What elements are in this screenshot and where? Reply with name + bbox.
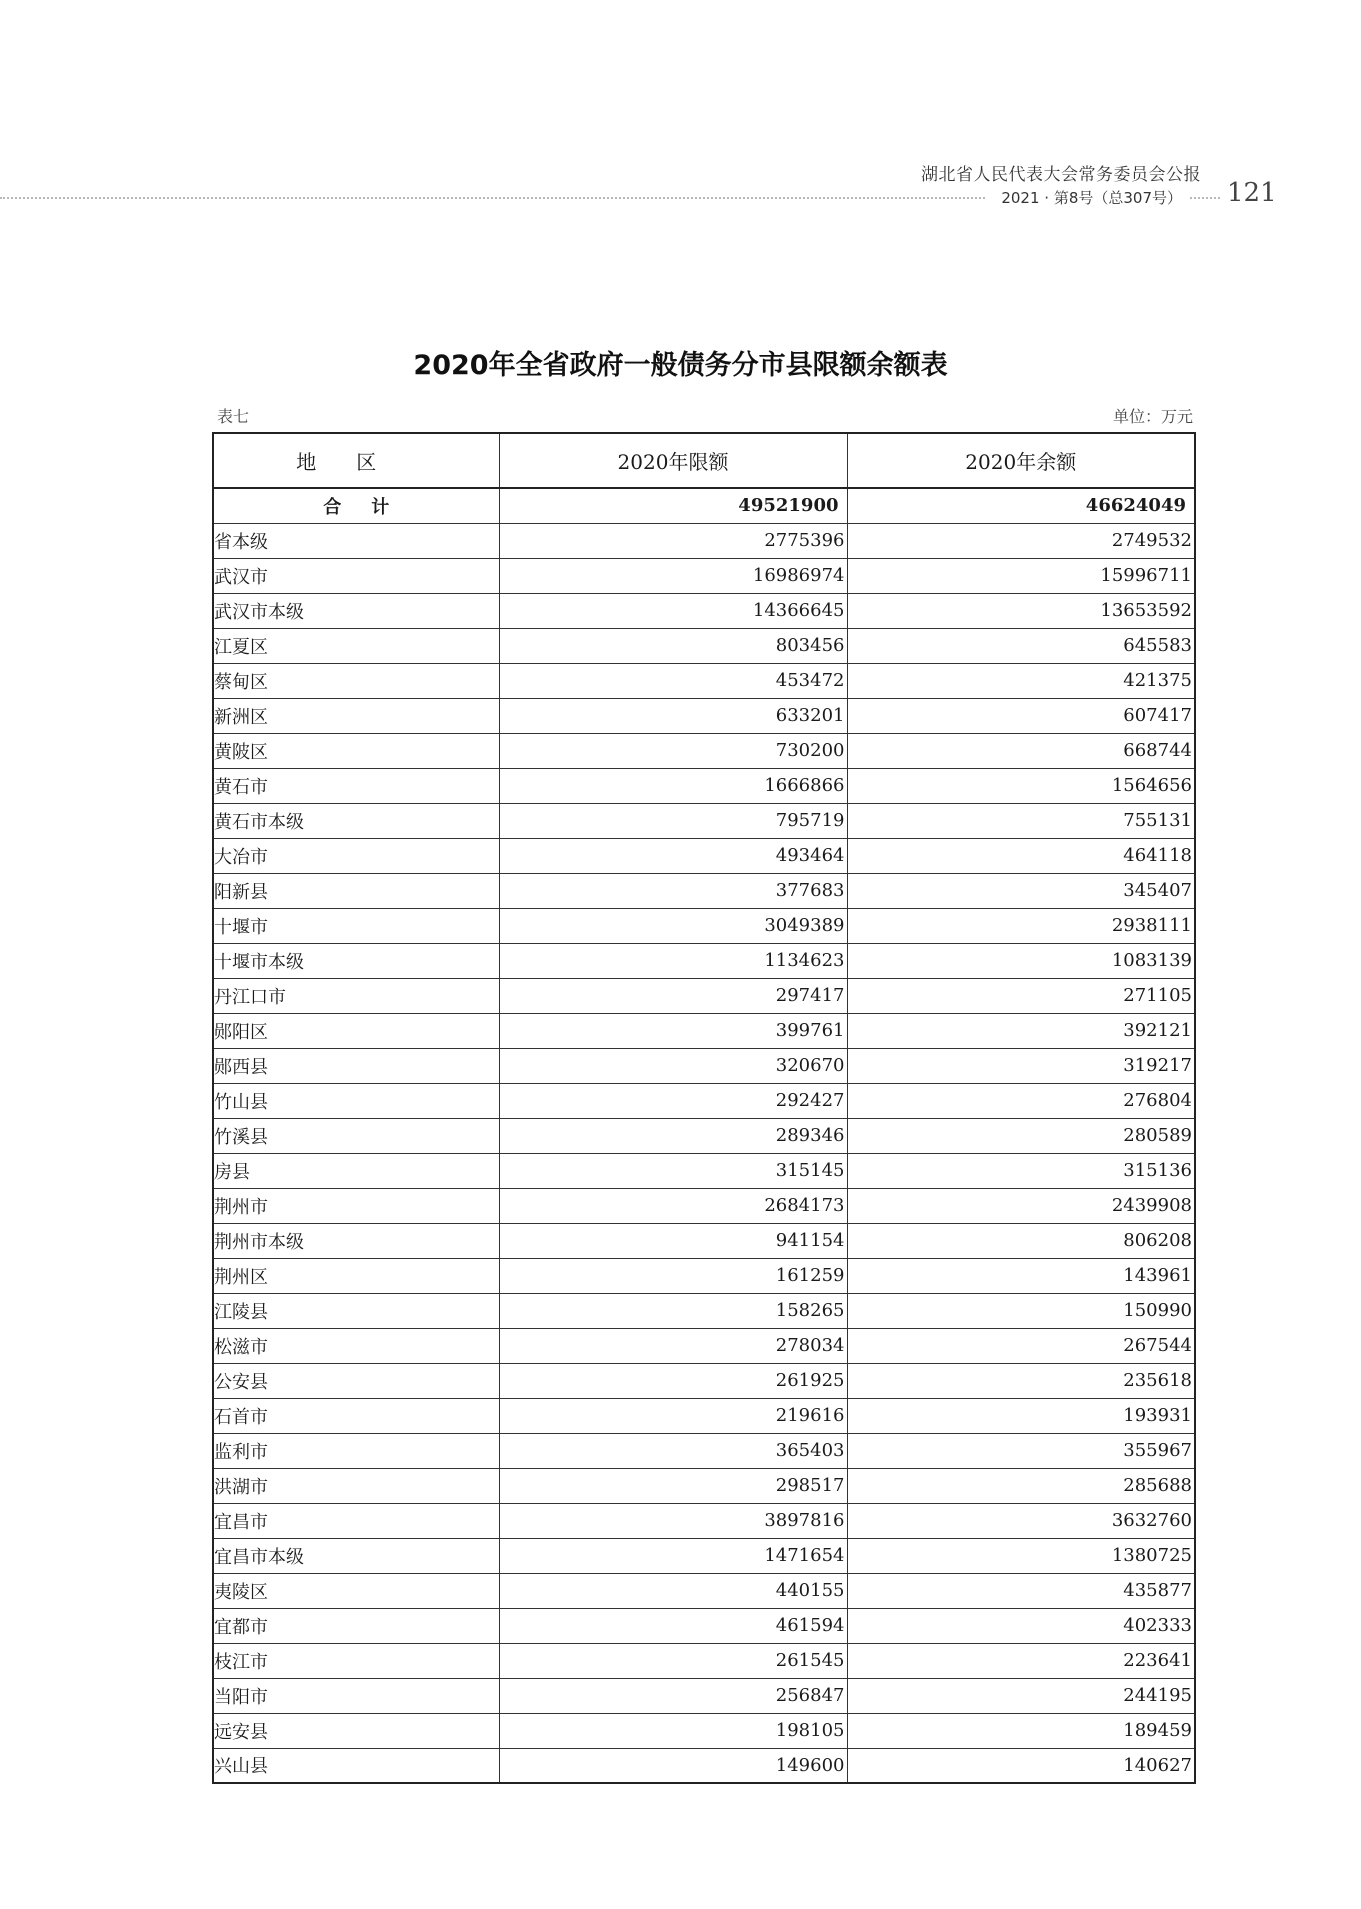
limit-cell: 256847 (499, 1678, 847, 1713)
region-cell: 大冶市 (213, 838, 499, 873)
table-row (213, 663, 1195, 698)
region-cell: 郧阳区 (213, 1013, 499, 1048)
table-row (213, 593, 1195, 628)
region-cell: 黄陂区 (213, 733, 499, 768)
table-row (213, 1398, 1195, 1433)
table-row (213, 523, 1195, 558)
limit-cell: 795719 (499, 803, 847, 838)
table-row (213, 1118, 1195, 1153)
table-row (213, 1223, 1195, 1258)
balance-cell: 2938111 (847, 908, 1195, 943)
region-cell: 松滋市 (213, 1328, 499, 1363)
region-cell: 房县 (213, 1153, 499, 1188)
limit-cell: 261545 (499, 1643, 847, 1678)
balance-cell: 150990 (847, 1293, 1195, 1328)
limit-cell: 377683 (499, 873, 847, 908)
region-cell: 郧西县 (213, 1048, 499, 1083)
balance-cell: 1083139 (847, 943, 1195, 978)
region-cell: 竹山县 (213, 1083, 499, 1118)
document-title: 2020年全省政府一般债务分市县限额余额表 (413, 350, 948, 381)
balance-cell: 15996711 (847, 558, 1195, 593)
table-label: 表七 (217, 407, 250, 426)
limit-cell: 315145 (499, 1153, 847, 1188)
limit-cell: 941154 (499, 1223, 847, 1258)
limit-cell: 365403 (499, 1433, 847, 1468)
column-header-limit: 2020年限额 (499, 433, 847, 488)
balance-cell: 223641 (847, 1643, 1195, 1678)
table-row (213, 1293, 1195, 1328)
region-cell: 新洲区 (213, 698, 499, 733)
limit-cell: 3897816 (499, 1503, 847, 1538)
table-row (213, 1083, 1195, 1118)
table-row (213, 1573, 1195, 1608)
table-row (213, 1678, 1195, 1713)
balance-cell: 435877 (847, 1573, 1195, 1608)
balance-cell: 355967 (847, 1433, 1195, 1468)
region-cell: 洪湖市 (213, 1468, 499, 1503)
issue-number: 2021 · 第8号（总307号） (997, 187, 1186, 208)
header-rule-right (1190, 197, 1220, 199)
balance-cell: 806208 (847, 1223, 1195, 1258)
balance-cell: 280589 (847, 1118, 1195, 1153)
limit-cell: 278034 (499, 1328, 847, 1363)
balance-cell: 3632760 (847, 1503, 1195, 1538)
balance-cell: 143961 (847, 1258, 1195, 1293)
table-row (213, 873, 1195, 908)
region-cell: 荆州市 (213, 1188, 499, 1223)
publication-name: 湖北省人民代表大会常务委员会公报 (921, 165, 1201, 185)
balance-cell: 1380725 (847, 1538, 1195, 1573)
balance-cell: 244195 (847, 1678, 1195, 1713)
table-header-row (213, 433, 1195, 488)
limit-cell: 1134623 (499, 943, 847, 978)
region-cell: 江夏区 (213, 628, 499, 663)
balance-cell: 2439908 (847, 1188, 1195, 1223)
limit-cell: 2775396 (499, 523, 847, 558)
total-balance: 46624049 (847, 488, 1195, 523)
table-row (213, 768, 1195, 803)
limit-cell: 289346 (499, 1118, 847, 1153)
region-cell: 江陵县 (213, 1293, 499, 1328)
balance-cell: 315136 (847, 1153, 1195, 1188)
table-row (213, 733, 1195, 768)
limit-cell: 493464 (499, 838, 847, 873)
limit-cell: 158265 (499, 1293, 847, 1328)
table-row (213, 1503, 1195, 1538)
balance-cell: 267544 (847, 1328, 1195, 1363)
region-cell: 公安县 (213, 1363, 499, 1398)
region-cell: 宜昌市 (213, 1503, 499, 1538)
region-cell: 黄石市 (213, 768, 499, 803)
column-header-balance: 2020年余额 (847, 433, 1195, 488)
limit-cell: 730200 (499, 733, 847, 768)
limit-cell: 1471654 (499, 1538, 847, 1573)
page-number: 121 (1227, 178, 1277, 208)
balance-cell: 421375 (847, 663, 1195, 698)
limit-cell: 14366645 (499, 593, 847, 628)
region-cell: 荆州市本级 (213, 1223, 499, 1258)
balance-cell: 13653592 (847, 593, 1195, 628)
balance-cell: 607417 (847, 698, 1195, 733)
table-row (213, 838, 1195, 873)
region-cell: 石首市 (213, 1398, 499, 1433)
total-label: 合计 (213, 488, 499, 523)
table-row (213, 908, 1195, 943)
table-row (213, 558, 1195, 593)
total-row (213, 488, 1195, 523)
balance-cell: 2749532 (847, 523, 1195, 558)
table-row (213, 943, 1195, 978)
limit-cell: 161259 (499, 1258, 847, 1293)
balance-cell: 285688 (847, 1468, 1195, 1503)
table-row (213, 698, 1195, 733)
limit-cell: 2684173 (499, 1188, 847, 1223)
limit-cell: 399761 (499, 1013, 847, 1048)
limit-cell: 633201 (499, 698, 847, 733)
region-cell: 省本级 (213, 523, 499, 558)
limit-cell: 16986974 (499, 558, 847, 593)
table-row (213, 628, 1195, 663)
limit-cell: 292427 (499, 1083, 847, 1118)
region-cell: 兴山县 (213, 1748, 499, 1783)
balance-cell: 140627 (847, 1748, 1195, 1783)
limit-cell: 461594 (499, 1608, 847, 1643)
region-cell: 枝江市 (213, 1643, 499, 1678)
table-row (213, 1363, 1195, 1398)
balance-cell: 345407 (847, 873, 1195, 908)
limit-cell: 803456 (499, 628, 847, 663)
table-row (213, 1468, 1195, 1503)
region-cell: 宜都市 (213, 1608, 499, 1643)
balance-cell: 189459 (847, 1713, 1195, 1748)
balance-cell: 276804 (847, 1083, 1195, 1118)
unit-label: 单位：万元 (1112, 407, 1193, 426)
table-row (213, 1013, 1195, 1048)
region-cell: 十堰市本级 (213, 943, 499, 978)
region-cell: 监利市 (213, 1433, 499, 1468)
limit-cell: 298517 (499, 1468, 847, 1503)
balance-cell: 319217 (847, 1048, 1195, 1083)
limit-cell: 149600 (499, 1748, 847, 1783)
balance-cell: 402333 (847, 1608, 1195, 1643)
limit-cell: 297417 (499, 978, 847, 1013)
balance-cell: 645583 (847, 628, 1195, 663)
table-row (213, 1188, 1195, 1223)
balance-cell: 235618 (847, 1363, 1195, 1398)
region-cell: 武汉市本级 (213, 593, 499, 628)
total-limit: 49521900 (499, 488, 847, 523)
limit-cell: 219616 (499, 1398, 847, 1433)
table-row (213, 1153, 1195, 1188)
region-cell: 远安县 (213, 1713, 499, 1748)
table-row (213, 1608, 1195, 1643)
balance-cell: 755131 (847, 803, 1195, 838)
table-row (213, 1538, 1195, 1573)
region-cell: 荆州区 (213, 1258, 499, 1293)
region-cell: 竹溪县 (213, 1118, 499, 1153)
table-row (213, 1643, 1195, 1678)
region-cell: 夷陵区 (213, 1573, 499, 1608)
table-row (213, 978, 1195, 1013)
balance-cell: 392121 (847, 1013, 1195, 1048)
limit-cell: 261925 (499, 1363, 847, 1398)
region-cell: 黄石市本级 (213, 803, 499, 838)
balance-cell: 668744 (847, 733, 1195, 768)
region-cell: 宜昌市本级 (213, 1538, 499, 1573)
limit-cell: 320670 (499, 1048, 847, 1083)
header-rule-left (0, 197, 985, 199)
region-cell: 丹江口市 (213, 978, 499, 1013)
column-header-region: 地区 (213, 433, 499, 488)
region-cell: 十堰市 (213, 908, 499, 943)
table-row (213, 1433, 1195, 1468)
balance-cell: 193931 (847, 1398, 1195, 1433)
table-row (213, 1713, 1195, 1748)
limit-cell: 453472 (499, 663, 847, 698)
table-row (213, 803, 1195, 838)
balance-cell: 271105 (847, 978, 1195, 1013)
region-cell: 当阳市 (213, 1678, 499, 1713)
table-row (213, 1258, 1195, 1293)
table-row (213, 1328, 1195, 1363)
region-cell: 蔡甸区 (213, 663, 499, 698)
debt-limit-table (212, 432, 1196, 1784)
limit-cell: 3049389 (499, 908, 847, 943)
limit-cell: 1666866 (499, 768, 847, 803)
region-cell: 武汉市 (213, 558, 499, 593)
limit-cell: 440155 (499, 1573, 847, 1608)
table-row (213, 1048, 1195, 1083)
balance-cell: 1564656 (847, 768, 1195, 803)
limit-cell: 198105 (499, 1713, 847, 1748)
table-row (213, 1748, 1195, 1783)
balance-cell: 464118 (847, 838, 1195, 873)
region-cell: 阳新县 (213, 873, 499, 908)
